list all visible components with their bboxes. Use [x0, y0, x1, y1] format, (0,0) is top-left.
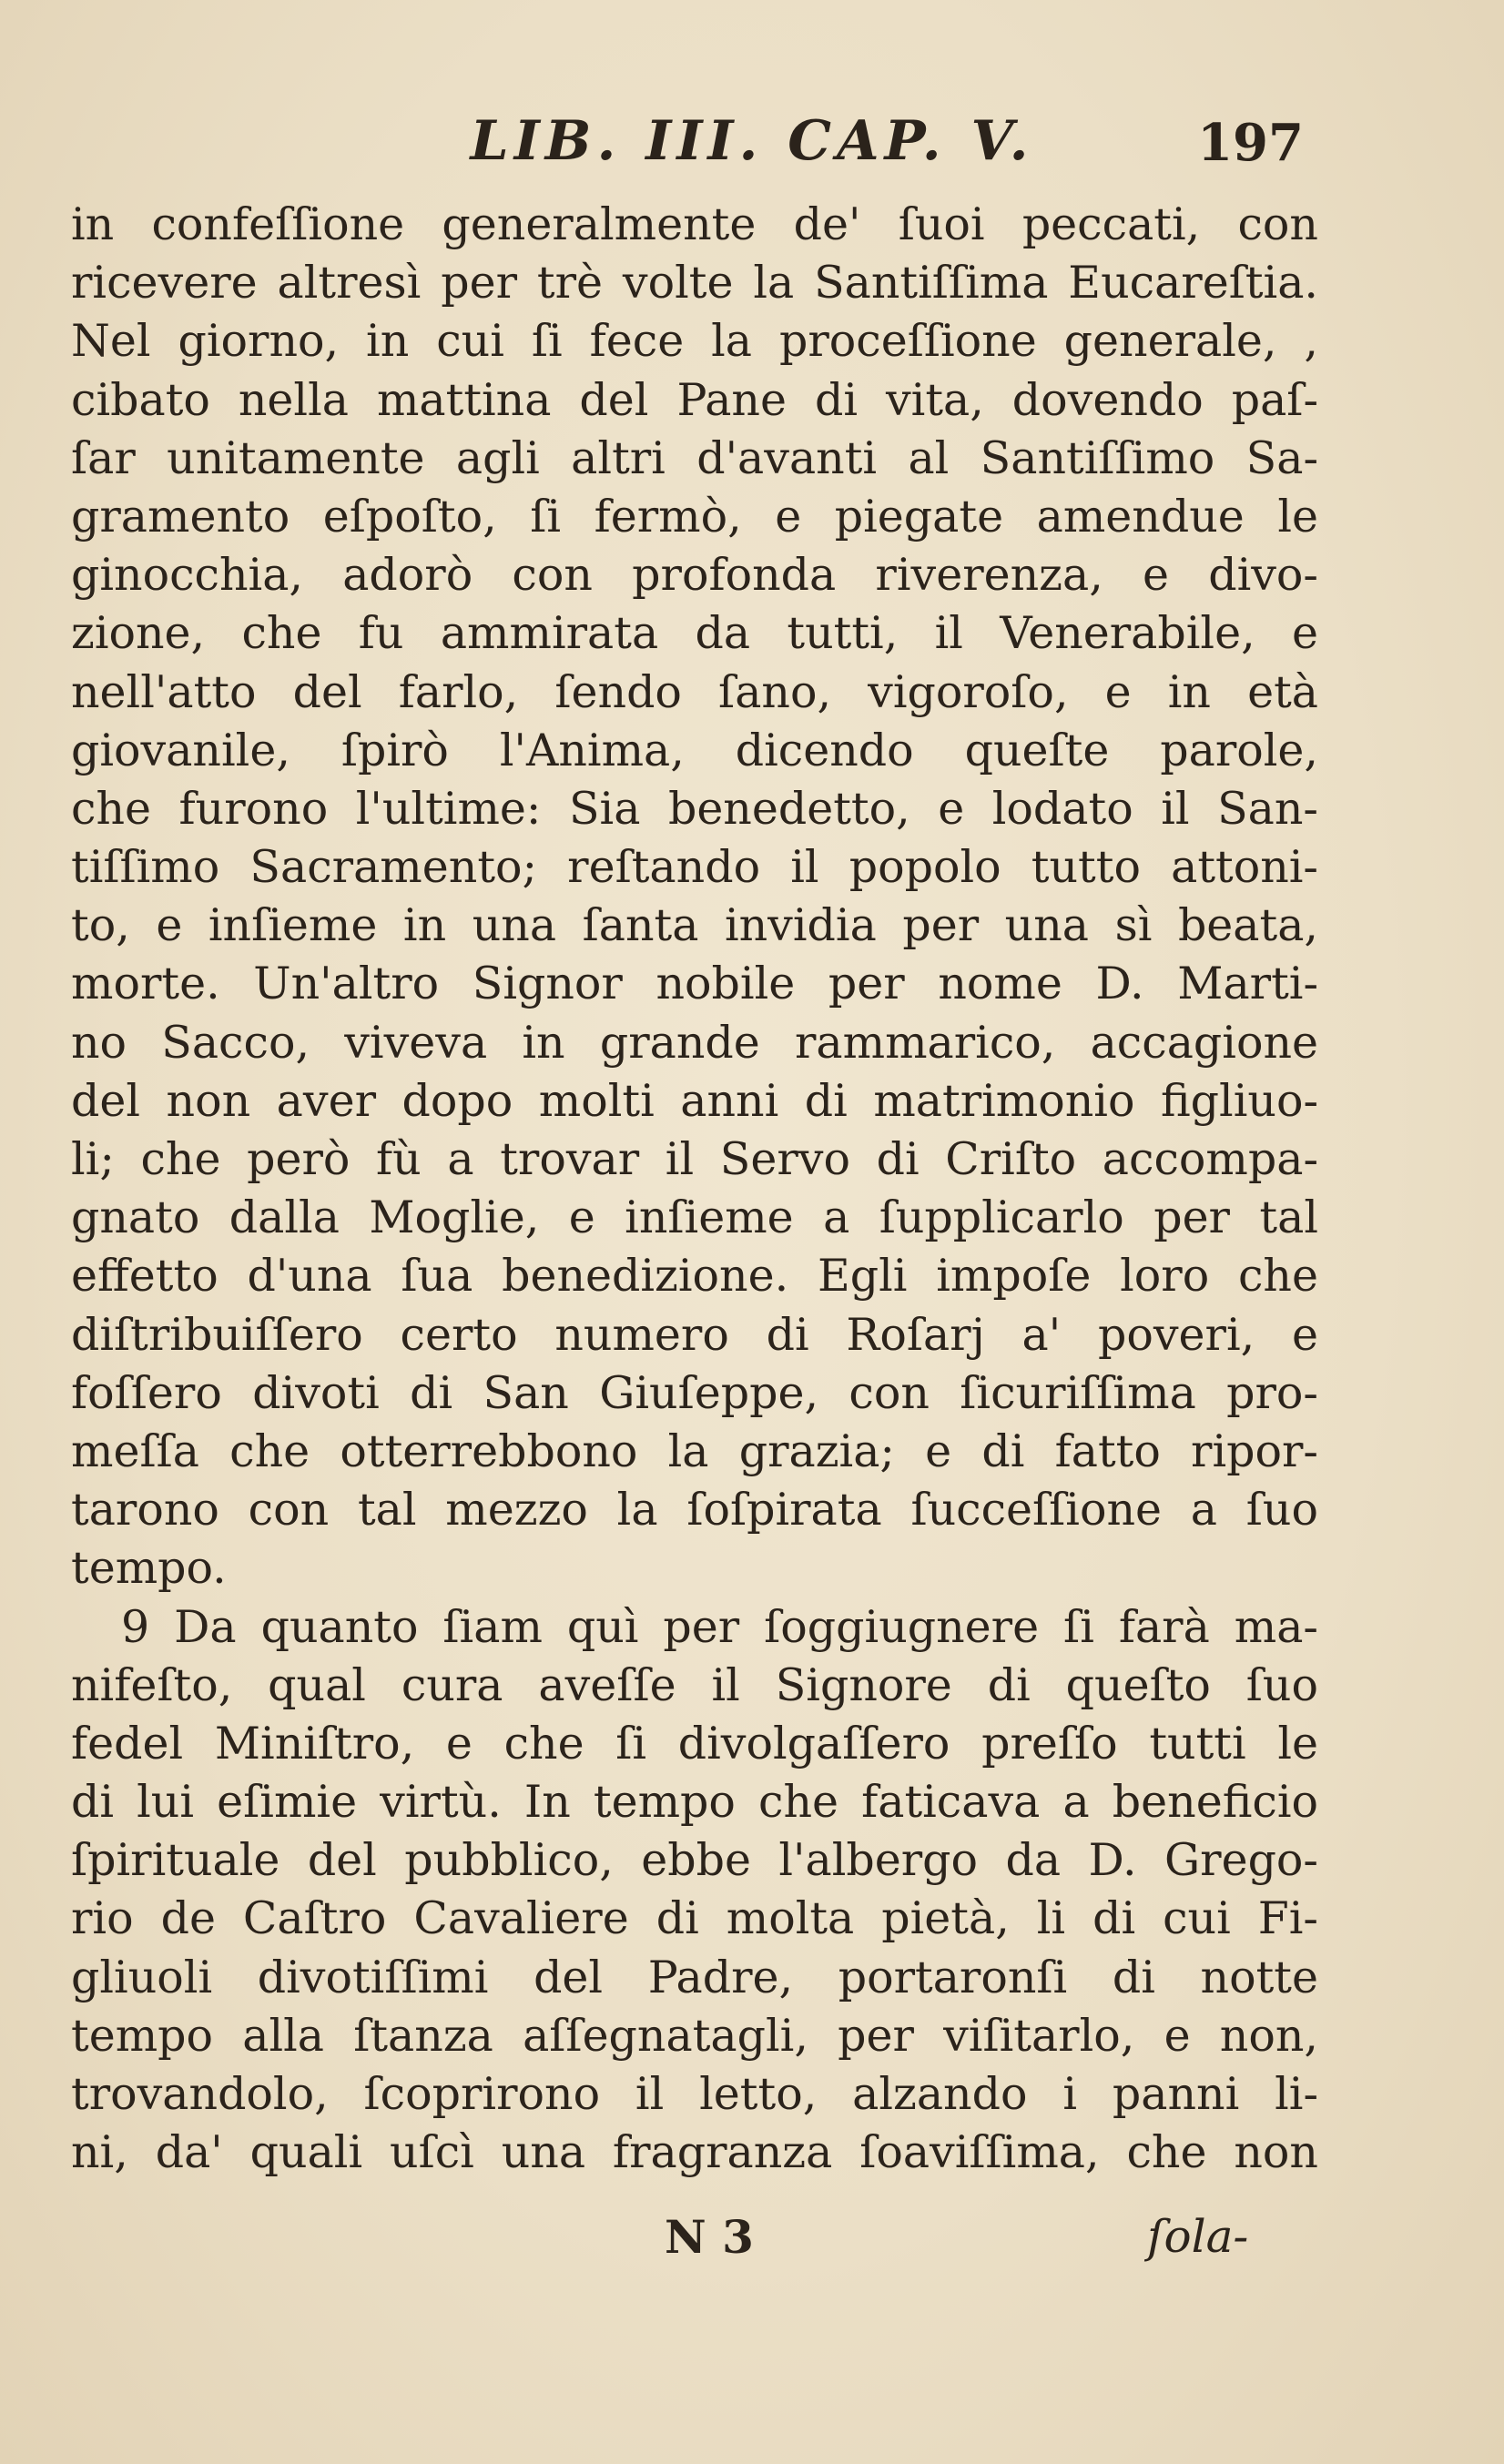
text-line: diſtribuiſſero certo numero di Roſarj a' poveri, e — [71, 1308, 1318, 1361]
page-footer — [0, 2210, 1504, 2274]
text-line: Nel giorno, in cui ſi fece la proceſſione generale, , — [71, 315, 1318, 368]
text-line: li; che però fù a trovar il Servo di Criſto accompa- — [71, 1133, 1318, 1185]
catchword: ſola- — [1147, 2210, 1249, 2263]
text-line: tempo. — [71, 1542, 227, 1595]
text-line: ſpirituale del pubblico, ebbe l'albergo da D. Grego- — [71, 1834, 1318, 1887]
text-line: foſſero divoti di San Giuſeppe, con ſicuriſſima pro- — [71, 1366, 1318, 1419]
text-line: cibato nella mattina del Pane di vita, dovendo paſ- — [71, 373, 1318, 426]
text-line: 9 Da quanto ſiam quì per ſoggiugnere ſi farà ma- — [121, 1600, 1318, 1653]
text-line: nifeſto, qual cura aveſſe il Signore di queſto ſuo — [71, 1658, 1318, 1711]
text-line: del non aver dopo molti anni di matrimonio figliuo- — [71, 1074, 1318, 1127]
text-line: trovandolo, ſcoprirono il letto, alzando i panni li- — [71, 2068, 1318, 2120]
page-header — [73, 109, 1431, 191]
text-line: in confeſſione generalmente de' ſuoi peccati, con — [71, 198, 1318, 250]
text-line: to, e inſieme in una ſanta invidia per una sì beata, — [71, 899, 1318, 952]
text-line: di lui eſimie virtù. In tempo che faticava a beneficio — [71, 1776, 1318, 1829]
text-line: meſſa che otterrebbono la grazia; e di fatto ripor- — [71, 1425, 1318, 1477]
text-line: rio de Caſtro Cavaliere di molta pietà, li di cui Fi- — [71, 1892, 1318, 1945]
body-text — [71, 196, 1318, 2182]
text-line: ni, da' quali uſcì una fragranza ſoaviſſima, che non — [71, 2126, 1318, 2179]
text-line: gnato dalla Moglie, e inſieme a ſupplicarlo per tal — [71, 1191, 1318, 1244]
text-line: giovanile, ſpirò l'Anima, dicendo queſte parole, — [71, 724, 1318, 776]
text-line: ricevere altresì per trè volte la Santiſſima Eucareſtia. — [71, 257, 1318, 309]
text-line: tarono con tal mezzo la ſoſpirata ſucceſſione a ſuo — [71, 1484, 1318, 1536]
text-line: zione, che fu ammirata da tutti, il Venerabile, e — [71, 607, 1318, 660]
signature-mark: N 3 — [665, 2210, 754, 2264]
text-line: fedel Miniſtro, e che ſi divolgaſſero preſſo tutti le — [71, 1717, 1318, 1769]
text-line: no Sacco, viveva in grande rammarico, accagione — [71, 1016, 1318, 1069]
text-line: che furono l'ultime: Sia benedetto, e lodato il San- — [71, 782, 1318, 835]
text-line: ſar unitamente agli altri d'avanti al Santiſſimo Sa- — [71, 431, 1318, 484]
text-line: effetto d'una ſua benedizione. Egli impoſe loro che — [71, 1250, 1318, 1303]
text-line: gliuoli divotiſſimi del Padre, portaronſi di notte — [71, 1951, 1318, 2003]
text-line: gramento eſpoſto, ſi fermò, e piegate amendue le — [71, 490, 1318, 542]
text-line: morte. Un'altro Signor nobile per nome D. Marti- — [71, 958, 1318, 1010]
text-line: ginocchia, adorò con profonda riverenza, e divo- — [71, 549, 1318, 602]
running-head: LIB. III. CAP. V. — [470, 109, 1034, 173]
text-line: tempo alla ſtanza aſſegnatagli, per viſitarlo, e non, — [71, 2009, 1318, 2062]
text-line: tiſſimo Sacramento; reſtando il popolo tutto attoni- — [71, 841, 1318, 894]
page-number: 197 — [1197, 113, 1304, 173]
text-line: nell'atto del farlo, ſendo ſano, vigoroſo, e in età — [71, 665, 1318, 718]
